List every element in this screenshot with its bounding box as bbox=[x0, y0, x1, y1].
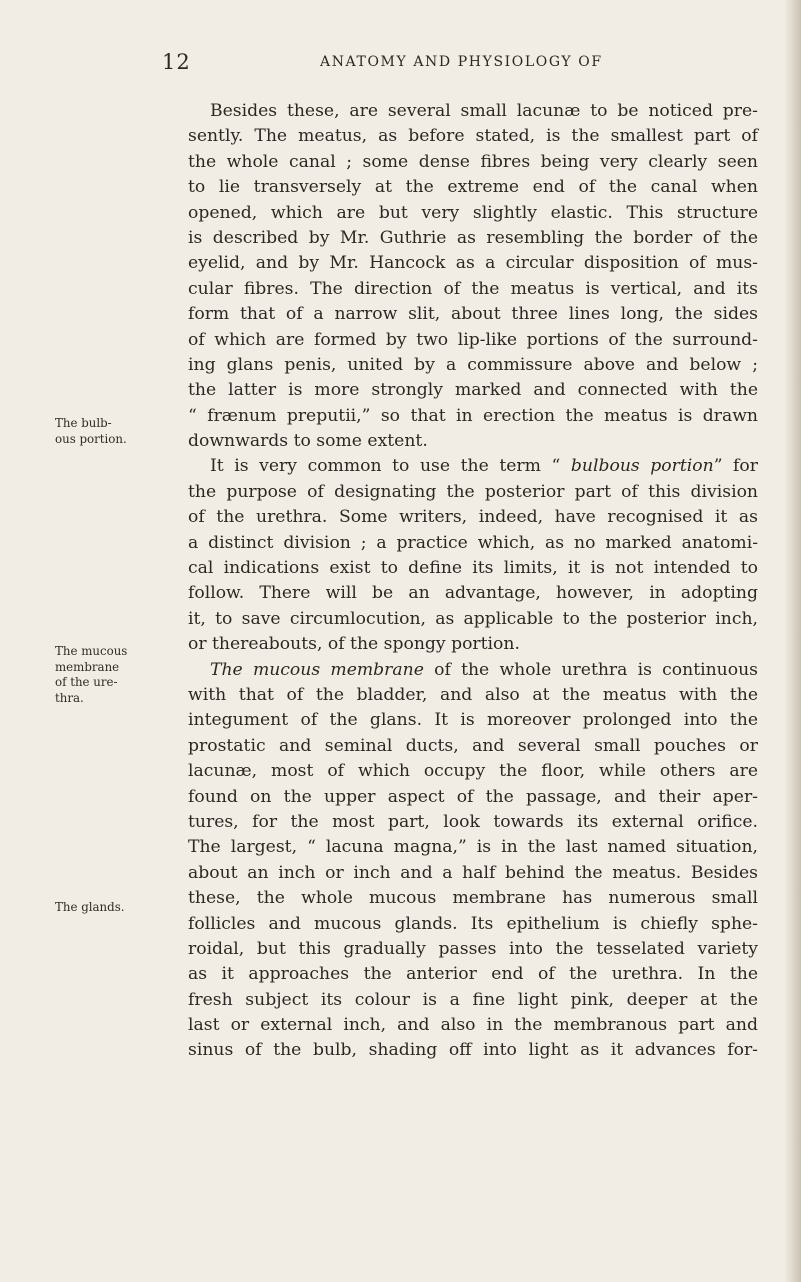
text-line: is described by Mr. Guthrie as resembling the border of the bbox=[188, 227, 758, 248]
margin-note-line: of the ure- bbox=[55, 675, 118, 689]
margin-note-line: membrane bbox=[55, 659, 120, 674]
text-line: a distinct division ; a practice which, as no marked anatomi- bbox=[188, 532, 758, 553]
text-line: last or external inch, and also in the membranous part and bbox=[188, 1015, 758, 1036]
body-text bbox=[188, 99, 758, 1064]
margin-note-line: The mucous bbox=[55, 644, 128, 658]
text-line: downwards to some extent. bbox=[188, 431, 428, 452]
text-line: or thereabouts, of the spongy portion. bbox=[188, 634, 520, 655]
text-line: opened, which are but very slightly elastic. This structure bbox=[188, 202, 758, 223]
text-line: tures, for the most part, look towards its external orifice. bbox=[188, 811, 758, 832]
text-line: as it approaches the anterior end of the urethra. In the bbox=[188, 964, 758, 985]
text-line: cal indications exist to define its limits, it is not intended to bbox=[188, 558, 758, 579]
text-line: it, to save circumlocution, as applicable to the posterior inch, bbox=[188, 608, 758, 629]
text-line: It is very common to use the term “ bulbous portion” for bbox=[210, 456, 758, 477]
page-header bbox=[0, 50, 801, 80]
margin-note-line: thra. bbox=[55, 690, 84, 705]
margin-note-line: The bulb- bbox=[55, 416, 112, 430]
margin-note-bulbous-portion bbox=[55, 416, 183, 447]
text-line: these, the whole mucous membrane has numerous small bbox=[188, 888, 758, 909]
text-line: with that of the bladder, and also at the meatus with the bbox=[188, 684, 758, 705]
text-line: ing glans penis, united by a commissure above and below ; bbox=[188, 354, 758, 375]
text-line: sinus of the bulb, shading off into light as it advances for- bbox=[188, 1040, 758, 1061]
text-line: roidal, but this gradually passes into the tesselated variety bbox=[188, 938, 758, 959]
margin-note-mucous-membrane bbox=[55, 644, 183, 706]
text-line: of which are formed by two lip-like portions of the surround- bbox=[188, 329, 758, 350]
text-line: eyelid, and by Mr. Hancock as a circular disposition of mus- bbox=[188, 253, 758, 274]
text-line: the purpose of designating the posterior part of this division bbox=[188, 481, 758, 502]
text-line: “ frænum preputii,” so that in erection the meatus is drawn bbox=[188, 405, 758, 426]
text-line: lacunæ, most of which occupy the floor, while others are bbox=[188, 761, 758, 782]
text-line: follicles and mucous glands. Its epithelium is chiefly sphe- bbox=[188, 913, 758, 934]
page-number: 12 bbox=[162, 50, 191, 74]
text-line: follow. There will be an advantage, however, in adopting bbox=[188, 583, 758, 604]
page-edge-shadow bbox=[785, 0, 801, 1282]
text-line: The mucous membrane of the whole urethra is continuous bbox=[210, 659, 758, 680]
text-line: cular fibres. The direction of the meatus is vertical, and its bbox=[188, 278, 758, 299]
text-line: to lie transversely at the extreme end of the canal when bbox=[188, 177, 758, 198]
text-line: about an inch or inch and a half behind the meatus. Besides bbox=[188, 862, 758, 883]
text-line: integument of the glans. It is moreover prolonged into the bbox=[188, 710, 758, 731]
text-line: the whole canal ; some dense fibres being very clearly seen bbox=[188, 151, 758, 172]
italic-phrase: bulbous portion bbox=[570, 456, 714, 477]
italic-phrase: The mucous membrane bbox=[210, 659, 424, 680]
margin-note-line: The glands. bbox=[55, 900, 125, 914]
margin-note-line: ous portion. bbox=[55, 431, 127, 446]
text-line: found on the upper aspect of the passage, and their aper- bbox=[188, 786, 758, 807]
text-line: fresh subject its colour is a fine light pink, deeper at the bbox=[188, 989, 758, 1010]
margin-note-glands bbox=[55, 900, 183, 916]
text-line: the latter is more strongly marked and connected with the bbox=[188, 380, 758, 401]
running-title: ANATOMY AND PHYSIOLOGY OF bbox=[320, 54, 603, 70]
text-line: prostatic and seminal ducts, and several small pouches or bbox=[188, 735, 758, 756]
text-line: form that of a narrow slit, about three lines long, the sides bbox=[188, 304, 758, 325]
text-line: sently. The meatus, as before stated, is the smallest part of bbox=[188, 126, 758, 147]
text-line: Besides these, are several small lacunæ to be noticed pre- bbox=[210, 101, 758, 121]
text-line: The largest, “ lacuna magna,” is in the last named situation, bbox=[188, 837, 758, 858]
text-line: of the urethra. Some writers, indeed, have recognised it as bbox=[188, 507, 758, 528]
